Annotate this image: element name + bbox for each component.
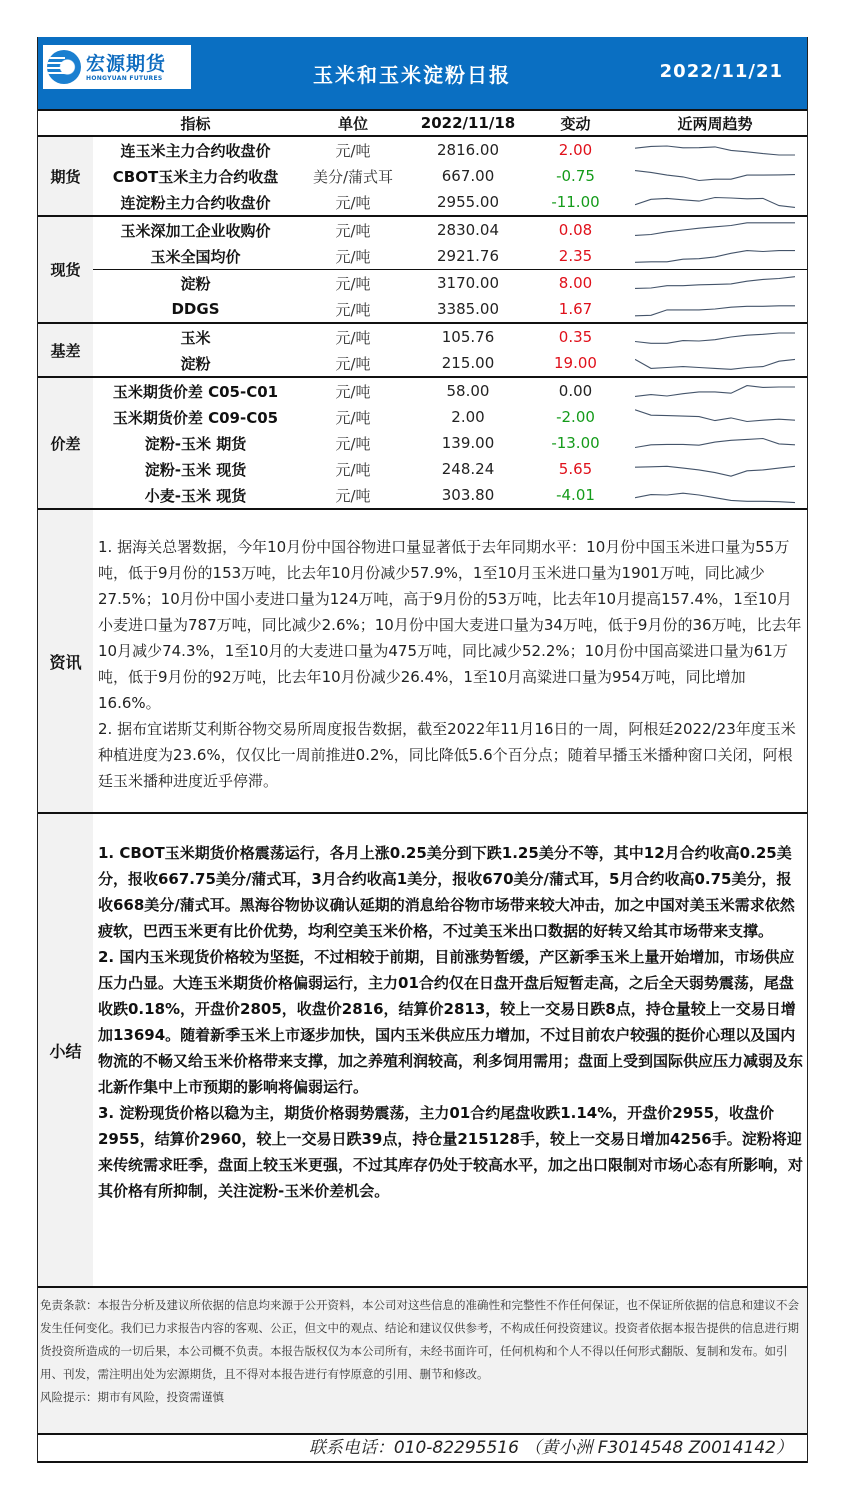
trend-sparkline-cell [623, 163, 807, 189]
trend-sparkline-cell [623, 243, 807, 270]
disclaimer-text: 免责条款：本报告分析及建议所依据的信息均来源于公开资料，本公司对这些信息的准确性和完整性不作任何保证，也不保证所依据的信息和建议不会发生任何变化。我们已力求报告内容的客观、公正，但文中的观点、结论和建议仅供参考，不构成任何投资建议。投资者依据本报告提供的信息进行期货投资所造成的一切后果，本公司概不负责。本报告版权仅为本公司所有，未经书面许可，任何机构和个人不得以任何形式翻版、复制和发布。如引用、刊发，需注明出处为宏源期货，且不得对本报告进行有悖原意的引用、删节和修改。 [40, 1298, 799, 1381]
value-cell: 139.00 [441, 434, 495, 452]
table-row [38, 482, 807, 509]
report-title: 玉米和玉米淀粉日报 [313, 63, 511, 87]
change-cell: 0.00 [558, 382, 593, 400]
unit-cell: 元/吨 [298, 189, 408, 216]
price-table [38, 111, 807, 510]
table-row [38, 189, 807, 216]
category-label: 价差 [38, 377, 93, 509]
table-row [38, 323, 807, 350]
trend-sparkline-cell [623, 216, 807, 243]
value-cell: 3170.00 [436, 274, 500, 292]
change-cell: -0.75 [556, 167, 595, 185]
sparkline-icon [635, 165, 795, 187]
unit-cell: 元/吨 [335, 328, 371, 347]
unit-cell: 元/吨 [298, 296, 408, 323]
risk-warning: 风险提示：期市有风险，投资需谨慎 [40, 1390, 224, 1404]
indicator-cell: 淀粉 [93, 350, 298, 377]
sparkline-icon [635, 245, 795, 267]
unit-cell: 元/吨 [335, 221, 371, 240]
sparkline-icon [635, 139, 795, 161]
news-section [38, 510, 807, 814]
value-cell: 248.24 [441, 460, 495, 478]
table-row [38, 404, 807, 430]
value-cell: 2816.00 [436, 141, 500, 159]
indicator-cell: 玉米全国均价 [93, 243, 298, 270]
table-row [38, 270, 807, 297]
sparkline-icon [635, 380, 795, 402]
table-row [38, 350, 807, 377]
summary-label: 小结 [38, 814, 93, 1286]
unit-cell: 元/吨 [335, 408, 371, 427]
indicator-cell: 玉米期货价差 C09-C05 [112, 408, 279, 427]
table-row [38, 243, 807, 270]
disclaimer [38, 1288, 807, 1435]
summary-section [38, 814, 807, 1288]
news-paragraph: 2. 据布宜诺斯艾利斯谷物交易所周度报告数据，截至2022年11月16日的一周，阿根廷2022/23年度玉米种植进度为23.6%，仅仅比一周前推进0.2%，同比降低5.6个百分点；随着早播玉米播种窗口关闭，阿根廷玉米播种进度近乎停滞。 [98, 720, 796, 790]
change-cell: 0.08 [558, 221, 593, 239]
value-cell: 105.76 [441, 328, 495, 346]
sparkline-icon [635, 326, 795, 348]
unit-cell: 元/吨 [298, 482, 408, 509]
indicator-cell: 连玉米主力合约收盘价 [120, 141, 271, 160]
unit-cell: 元/吨 [335, 434, 371, 453]
unit-cell: 元/吨 [335, 141, 371, 160]
logo-name-cn: 宏源期货 [86, 52, 167, 75]
sparkline-icon [635, 191, 795, 213]
summary-paragraph: 2. 国内玉米现货价格较为坚挺，不过相较于前期，目前涨势暂缓，产区新季玉米上量开始增加，市场供应压力凸显。大连玉米期货价格偏弱运行，主力01合约仅在日盘开盘后短暂走高，之后全天弱势震荡，尾盘收跌0.18%，开盘价2805，收盘价2816，结算价2813，较上一交易日跌8点，持仓量较上一交易日增加13694。随着新季玉米上市逐步加快，国内玉米供应压力增加，不过目前农户较强的挺价心理以及国内物流的不畅又给玉米价格带来支撑，加之养殖利润较高，利多饲用需用；盘面上受到国际供应压力减弱及东北新作集中上市预期的影响将偏弱运行。 [98, 948, 804, 1096]
value-cell: 215.00 [408, 350, 528, 377]
table-row [38, 163, 807, 189]
table-row [38, 136, 807, 163]
daily-report [37, 37, 808, 1463]
category-label: 基差 [38, 323, 93, 377]
header-banner [38, 37, 807, 111]
trend-sparkline-cell [623, 456, 807, 482]
indicator-cell: CBOT玉米主力合约收盘 [112, 167, 279, 186]
sparkline-icon [635, 298, 795, 320]
change-cell: -4.01 [528, 482, 623, 509]
trend-sparkline-cell [623, 323, 807, 350]
category-label: 现货 [38, 216, 93, 323]
change-cell: -2.00 [556, 408, 595, 426]
trend-sparkline-cell [623, 482, 807, 509]
table-row [38, 456, 807, 482]
indicator-cell: DDGS [93, 296, 298, 323]
news-paragraph: 1. 据海关总署数据，今年10月份中国谷物进口量显著低于去年同期水平：10月份中国玉米进口量为55万吨，低于9月份的153万吨，比去年10月份减少57.9%，1至10月玉米进口量为1901万吨，同比减少27.5%；10月份中国小麦进口量为124万吨，高于9月份的53万吨，比去年10月提高157.4%，1至10月小麦进口量为787万吨，同比减少2.6%；10月份中国大麦进口量为34万吨，低于9月份的36万吨，比去年10月减少74.3%，1至10月的大麦进口量为475万吨，同比减少52.2%；10月份中国高粱进口量为61万吨，低于9月份的92万吨，比去年10月份减少26.4%，1至10月高粱进口量为954万吨，同比增加16.6%。 [98, 538, 802, 712]
value-cell: 58.00 [446, 382, 490, 400]
unit-cell: 美分/蒲式耳 [312, 167, 394, 186]
sparkline-icon [635, 272, 795, 294]
indicator-cell: 淀粉-玉米 期货 [144, 434, 247, 453]
trend-sparkline-cell [623, 270, 807, 297]
column-header-change: 变动 [528, 111, 623, 136]
trend-sparkline-cell [623, 377, 807, 404]
change-cell: 1.67 [528, 296, 623, 323]
change-cell: 19.00 [528, 350, 623, 377]
sparkline-icon [635, 406, 795, 428]
change-cell: 5.65 [558, 460, 593, 478]
unit-cell: 元/吨 [298, 243, 408, 270]
table-row [38, 430, 807, 456]
contact-info: 联系电话：010-82295516 （黄小洲 F3014548 Z0014142） [38, 1435, 807, 1463]
value-cell: 2.00 [451, 408, 485, 426]
trend-sparkline-cell [623, 136, 807, 163]
indicator-cell: 小麦-玉米 现货 [93, 482, 298, 509]
logo-name-en: HONGYUAN FUTURES [86, 74, 163, 82]
trend-sparkline-cell [623, 296, 807, 323]
change-cell: 8.00 [558, 274, 593, 292]
value-cell: 667.00 [441, 167, 495, 185]
value-cell: 303.80 [408, 482, 528, 509]
table-row [38, 296, 807, 323]
change-cell: -11.00 [528, 189, 623, 216]
column-header-date: 2022/11/18 [408, 111, 528, 136]
value-cell: 3385.00 [408, 296, 528, 323]
table-row [38, 216, 807, 243]
header-blank [38, 111, 93, 136]
table-row [38, 377, 807, 404]
company-logo [43, 45, 191, 89]
trend-sparkline-cell [623, 189, 807, 216]
table-header-row [38, 111, 807, 136]
summary-paragraph: 3. 淀粉现货价格以稳为主，期货价格弱势震荡，主力01合约尾盘收跌1.14%，开盘价2955，收盘价2955，结算价2960，较上一交易日跌39点，持仓量215128手，较上一交易日增加4256手。淀粉将迎来传统需求旺季，盘面上较玉米更强，不过其库存仍处于较高水平，加之出口限制对市场心态有所影响，对其价格有所抑制，关注淀粉-玉米价差机会。 [98, 1104, 804, 1200]
value-cell: 2955.00 [408, 189, 528, 216]
indicator-cell: 玉米深加工企业收购价 [120, 221, 271, 240]
unit-cell: 元/吨 [335, 274, 371, 293]
indicator-cell: 玉米 [180, 328, 211, 347]
sparkline-icon [635, 352, 795, 374]
logo-mark-icon [47, 50, 81, 84]
indicator-cell: 玉米期货价差 C05-C01 [112, 382, 279, 401]
indicator-cell: 淀粉 [180, 274, 211, 293]
news-label: 资讯 [38, 510, 93, 812]
summary-paragraph: 1. CBOT玉米期货价格震荡运行，各月上涨0.25美分到下跌1.25美分不等，其中12月合约收高0.25美分，报收667.75美分/蒲式耳，3月合约收高1美分，报收670美分/蒲式耳，5月合约收高0.75美分，报收668美分/蒲式耳。黑海谷物协议确认延期的消息给谷物市场带来较大冲击，加之中国对美玉米需求依然疲软，巴西玉米更有比价优势，均利空美玉米价格，不过美玉米出口数据的好转又给其市场带来支撑。 [98, 844, 795, 940]
trend-sparkline-cell [623, 430, 807, 456]
change-cell: 2.35 [528, 243, 623, 270]
indicator-cell: 淀粉-玉米 现货 [144, 460, 247, 479]
column-header-indicator: 指标 [93, 111, 298, 136]
change-cell: -13.00 [551, 434, 600, 452]
sparkline-icon [635, 219, 795, 241]
sparkline-icon [635, 432, 795, 454]
column-header-unit: 单位 [298, 111, 408, 136]
sparkline-icon [635, 484, 795, 506]
unit-cell: 元/吨 [298, 350, 408, 377]
report-date: 2022/11/21 [659, 61, 783, 82]
unit-cell: 元/吨 [335, 382, 371, 401]
value-cell: 2830.04 [436, 221, 500, 239]
trend-sparkline-cell [623, 350, 807, 377]
column-header-trend: 近两周趋势 [623, 111, 807, 136]
unit-cell: 元/吨 [335, 460, 371, 479]
trend-sparkline-cell [623, 404, 807, 430]
sparkline-icon [635, 458, 795, 480]
change-cell: 0.35 [558, 328, 593, 346]
change-cell: 2.00 [558, 141, 593, 159]
value-cell: 2921.76 [408, 243, 528, 270]
indicator-cell: 连淀粉主力合约收盘价 [93, 189, 298, 216]
category-label: 期货 [38, 136, 93, 216]
